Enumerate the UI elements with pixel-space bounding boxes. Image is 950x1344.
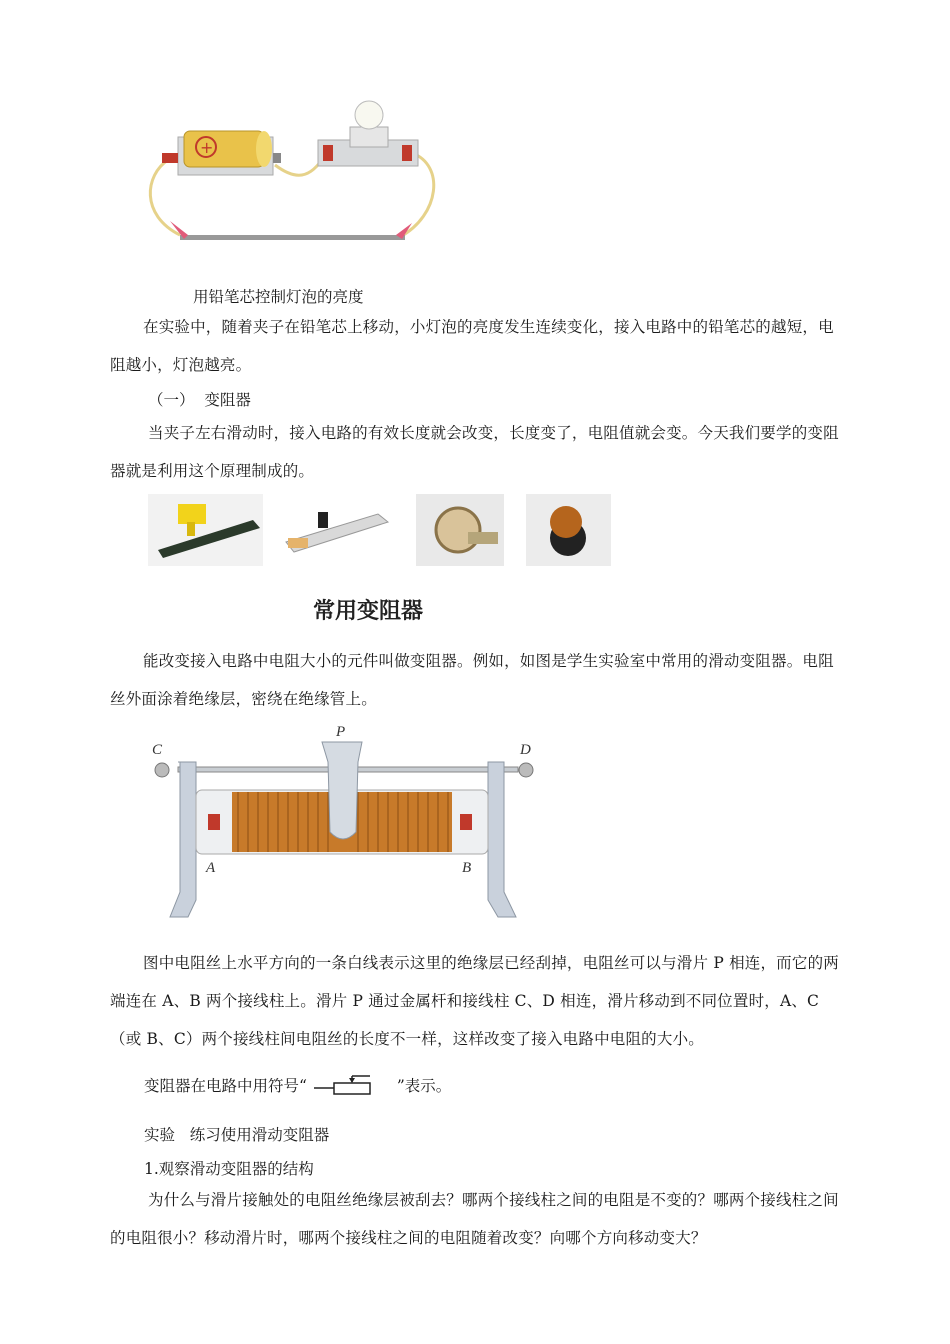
paragraph-3: 能改变接入电路中电阻大小的元件叫做变阻器。例如，如图是学生实验室中常用的滑动变阻器。电阻丝外面涂着绝缘层，密绕在绝缘管上。 <box>110 652 834 708</box>
label-p: P <box>336 724 346 740</box>
circuit-figure <box>140 95 445 255</box>
experiment-title: 实验 练习使用滑动变阻器 <box>144 1126 330 1144</box>
photos-title: 常用变阻器 <box>313 599 424 624</box>
rheostat-photos <box>148 492 618 627</box>
symbol-text-after: ”表示。 <box>396 1077 452 1095</box>
label-d: D <box>520 742 531 758</box>
figure-caption: 用铅笔芯控制灯泡的亮度 <box>193 288 364 306</box>
svg-text:+: + <box>200 138 214 157</box>
label-b: B <box>462 860 472 876</box>
circuit-illustration <box>140 95 445 255</box>
section-heading: （一） 变阻器 <box>148 391 251 409</box>
paragraph-2: 当夹子左右滑动时，接入电路的有效长度就会改变，长度变了，电阻值就会变。今天我们要学的变阻器就是利用这个原理制成的。 <box>110 424 839 480</box>
paragraph-1: 在实验中，随着夹子在铅笔芯上移动，小灯泡的亮度发生连续变化，接入电路中的铅笔芯的越短，电阻越小，灯泡越亮。 <box>110 318 834 374</box>
rheostat-symbol-icon <box>312 1074 392 1100</box>
symbol-text-before: 变阻器在电路中用符号“ <box>144 1077 307 1095</box>
paragraph-4: 图中电阻丝上水平方向的一条白线表示这里的绝缘层已经刮掉，电阻丝可以与滑片 P 相连，而它的两端连在 A、B 两个接线柱上。滑片 P 通过金属杆和接线柱 C、D 相连，滑片移动到不同位置时，A、C（或 B、C）两个接线柱间电阻丝的长度不一样，这样改变了接入电路中电阻的大小。 <box>110 954 839 1048</box>
label-c: C <box>152 742 163 758</box>
paragraph-5: 为什么与滑片接触处的电阻丝绝缘层被刮去？哪两个接线柱之间的电阻是不变的？哪两个接线柱之间的电阻很小？移动滑片时，哪两个接线柱之间的电阻随着改变？向哪个方向移动变大？ <box>110 1191 839 1247</box>
step-1-heading: 1.观察滑动变阻器的结构 <box>144 1160 314 1178</box>
sliding-rheostat-diagram <box>148 722 548 922</box>
label-a: A <box>206 860 216 876</box>
sliding-rheostat-figure <box>148 722 548 922</box>
symbol-line <box>144 1074 451 1104</box>
